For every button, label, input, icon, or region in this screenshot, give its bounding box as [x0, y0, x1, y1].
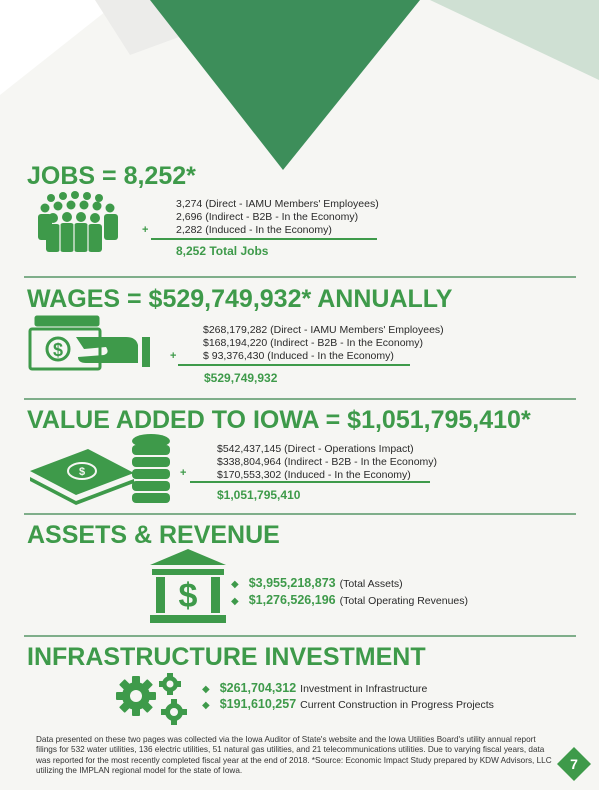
jobs-line-direct: 3,274 (Direct - IAMU Members' Employees) — [176, 198, 379, 210]
divider — [24, 276, 576, 278]
svg-text:$: $ — [78, 466, 86, 478]
value-added-line-induced: $170,553,302 (Induced - In the Economy) — [217, 469, 411, 481]
wages-line-direct: $268,179,282 (Direct - IAMU Members' Employees) — [203, 324, 444, 336]
wages-total: $529,749,932 — [204, 371, 278, 385]
operating-revenues-label: (Total Operating Revenues) — [339, 595, 468, 607]
value-added-line-indirect: $338,804,964 (Indirect - B2B - In the Economy) — [217, 456, 438, 468]
wages-sum-line — [178, 364, 410, 366]
wages-heading: WAGES = $529,749,932* ANNUALLY — [27, 285, 453, 313]
page-number-badge — [556, 746, 592, 782]
bank-dollar-icon — [148, 549, 228, 623]
cash-stack-coins-icon — [26, 433, 174, 505]
diamond-bullet-icon: ◆ — [202, 684, 210, 695]
svg-text:$: $ — [52, 340, 64, 360]
assets-heading: ASSETS & REVENUE — [27, 521, 280, 549]
assets-item-operating-revenues — [231, 593, 468, 607]
jobs-breakdown — [176, 198, 379, 237]
value-added-sum-line — [190, 481, 430, 483]
jobs-plus-sign: + — [142, 224, 149, 236]
page-number: 7 — [570, 756, 578, 772]
diamond-bullet-icon: ◆ — [231, 579, 239, 590]
construction-projects-amount: $191,610,257 — [219, 697, 297, 711]
wages-breakdown — [203, 324, 444, 363]
operating-revenues-amount: $1,276,526,196 — [248, 593, 336, 607]
value-added-total: $1,051,795,410 — [217, 488, 301, 502]
jobs-line-indirect: 2,696 (Indirect - B2B - In the Economy) — [176, 211, 359, 223]
svg-text:$: $ — [178, 577, 198, 615]
jobs-line-induced: 2,282 (Induced - In the Economy) — [176, 224, 332, 236]
construction-projects-label: Current Construction in Progress Projects — [300, 699, 494, 711]
divider — [24, 513, 576, 515]
wages-line-indirect: $168,194,220 (Indirect - B2B - In the Economy) — [203, 337, 424, 349]
divider — [24, 635, 576, 637]
decorative-triangles — [0, 0, 599, 180]
diamond-bullet-icon: ◆ — [202, 700, 210, 711]
total-assets-label: (Total Assets) — [339, 578, 403, 590]
hand-money-icon — [26, 315, 156, 373]
divider — [24, 398, 576, 400]
people-crowd-icon — [33, 190, 123, 252]
value-added-breakdown — [217, 443, 437, 482]
jobs-heading: JOBS = 8,252* — [27, 162, 196, 190]
wages-plus-sign: + — [170, 350, 177, 362]
footer-source-note: Data presented on these two pages was collected via the Iowa Auditor of State's website and the Iowa Utilities Board's utility annual report filings for 532 water utilities, 136 electric utilities, 51 natural gas utilities, and 21 telecommunications utilities. Due to varying fiscal years, data was reported for the most recently completed fiscal year at the end of 2018. *Source: Economic Impact Study prepared by KDW Advisors, LLC utilizing the IMPLAN regional model for the state of Iowa. — [36, 735, 552, 775]
jobs-sum-line — [151, 238, 377, 240]
infrastructure-investment-amount: $261,704,312 — [219, 681, 297, 695]
gears-icon — [114, 672, 190, 726]
diamond-bullet-icon: ◆ — [231, 596, 239, 607]
infrastructure-heading: INFRASTRUCTURE INVESTMENT — [27, 643, 426, 671]
assets-item-total-assets — [231, 576, 403, 590]
total-assets-amount: $3,955,218,873 — [248, 576, 336, 590]
infrastructure-item-investment — [202, 681, 427, 695]
value-added-line-direct: $542,437,145 (Direct - Operations Impact) — [217, 443, 414, 455]
value-added-heading: VALUE ADDED TO IOWA = $1,051,795,410* — [27, 406, 531, 434]
jobs-total: 8,252 Total Jobs — [176, 244, 269, 258]
wages-line-induced: $ 93,376,430 (Induced - In the Economy) — [203, 350, 394, 362]
infrastructure-item-construction — [202, 697, 494, 711]
value-added-plus-sign: + — [180, 467, 187, 479]
infrastructure-investment-label: Investment in Infrastructure — [300, 683, 428, 695]
